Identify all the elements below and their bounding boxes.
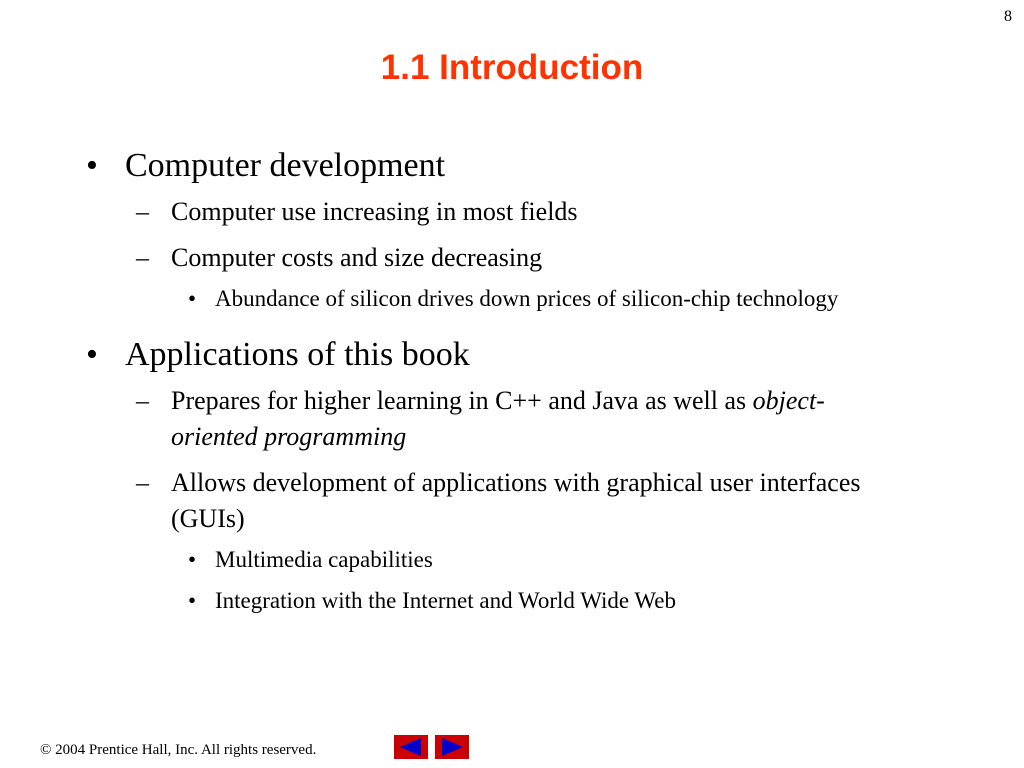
dash-marker: – <box>136 197 149 226</box>
bullet-applications <box>0 335 885 375</box>
previous-slide-button[interactable] <box>394 735 428 759</box>
subbullet-text: Prepares for higher learning in C++ and Java as well as <box>171 386 753 415</box>
subsubbullet-text: Abundance of silicon drives down prices of silicon-chip technology <box>215 286 839 311</box>
bullet-text: Applications of this book <box>125 336 470 373</box>
next-slide-button[interactable] <box>435 735 469 759</box>
subbullet-text: Computer use increasing in most fields <box>171 197 578 226</box>
bullet-marker: • <box>86 147 98 184</box>
subbullet-computer-use <box>0 194 911 230</box>
bullet-text: Computer development <box>125 147 446 184</box>
slide-content <box>0 146 1024 617</box>
subsubbullet-text: Integration with the Internet and World Wide Web <box>215 588 676 613</box>
subbullet-prepares <box>0 383 911 455</box>
dash-marker: – <box>136 468 149 497</box>
bullet-marker: • <box>188 286 197 311</box>
left-triangle-arrow-icon <box>394 735 428 759</box>
subbullet-allows-development <box>0 465 911 537</box>
subbullet-text: Computer costs and size decreasing <box>171 243 543 272</box>
copyright-text: 2004 Prentice Hall, Inc. All rights reserved. <box>51 742 317 758</box>
slide-title: 1.1 Introduction <box>380 48 644 87</box>
bullet-marker: • <box>188 588 197 613</box>
subbullet-italic-text: object-oriented programming <box>171 386 825 451</box>
subsubbullet-multimedia <box>0 543 875 576</box>
subsubbullet-silicon <box>0 282 875 315</box>
subbullet-computer-costs <box>0 240 911 276</box>
right-triangle-arrow-icon <box>435 735 469 759</box>
dash-marker: – <box>136 386 149 415</box>
copyright-symbol: © <box>40 742 52 758</box>
page-number: 8 <box>1004 8 1012 25</box>
subsubbullet-text: Multimedia capabilities <box>215 547 433 572</box>
bullet-marker: • <box>188 547 197 572</box>
dash-marker: – <box>136 243 149 272</box>
bullet-computer-development <box>0 146 885 186</box>
bullet-marker: • <box>86 336 98 373</box>
footer-copyright <box>40 742 316 759</box>
subsubbullet-integration <box>0 584 875 617</box>
subbullet-text: Allows development of applications with graphical user interfaces (GUIs) <box>171 468 861 533</box>
